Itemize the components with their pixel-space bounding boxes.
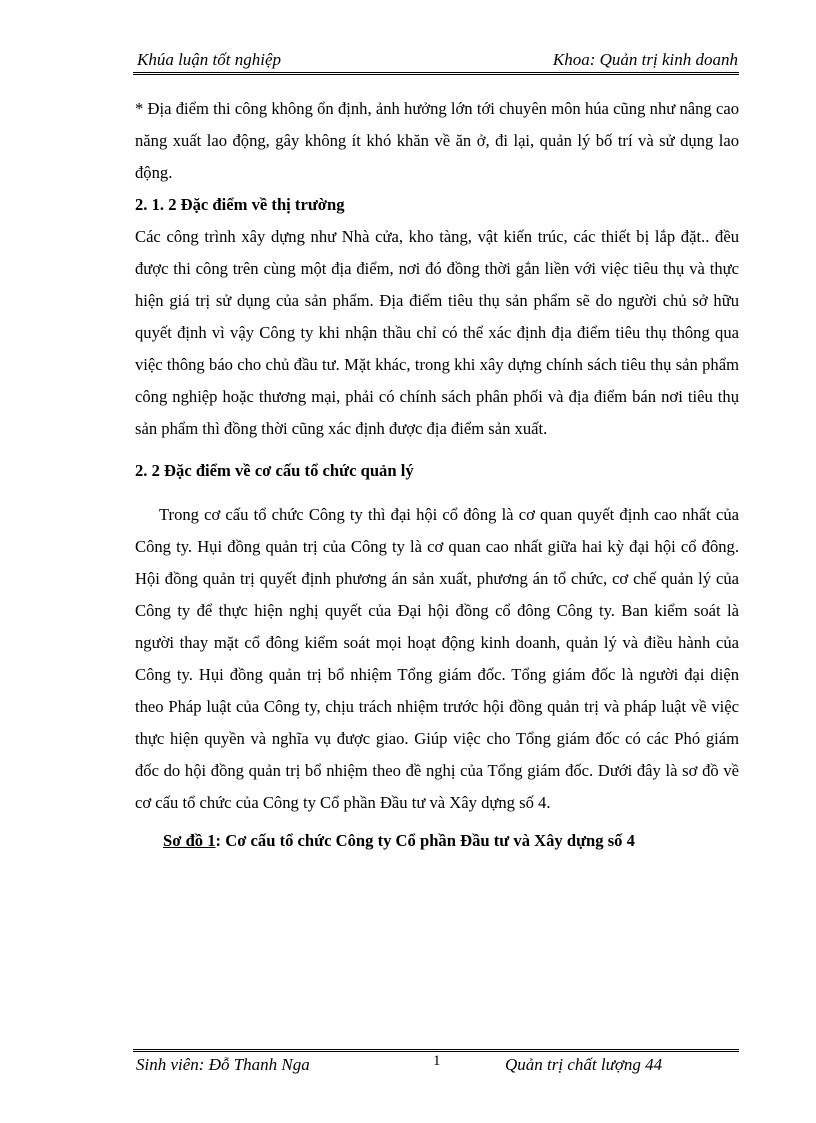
- footer-student-name: Sinh viên: Đỗ Thanh Nga: [136, 1055, 310, 1074]
- footer-divider: [133, 1049, 739, 1052]
- heading-market-characteristics: 2. 1. 2 Đặc điểm về thị trường: [135, 195, 345, 214]
- header-right-title: Khoa: Quản trị kinh doanh: [552, 50, 738, 69]
- diagram-caption-label: Sơ đồ 1: [163, 831, 216, 850]
- header-divider: [133, 72, 739, 75]
- heading-organization-structure: 2. 2 Đặc điểm về cơ cấu tổ chức quản lý: [135, 461, 414, 480]
- document-body: [135, 93, 739, 857]
- diagram-caption: [163, 825, 739, 857]
- diagram-caption-text: : Cơ cấu tổ chức Công ty Cổ phần Đầu tư và Xây dựng số 4: [215, 831, 635, 850]
- page-footer: [133, 1053, 739, 1077]
- paragraph-market: Các công trình xây dựng như Nhà cửa, kho tàng, vật kiến trúc, các thiết bị lắp đặt.. đều được thi công trên cùng một địa điểm, nơi đó đồng thời gắn liền với việc tiêu thụ và thực hiện giá trị sử dụng của sản phẩm. Địa điểm tiêu thụ sản phẩm sẽ do người chủ sở hữu quyết định vì vậy Công ty khi nhận thầu chỉ có thể xác định địa điểm tiêu thụ thông qua việc thông báo cho chủ đầu tư. Mặt khác, trong khi xây dựng chính sách tiêu thụ sản phẩm công nghiệp hoặc thương mại, phải có chính sách phân phối và địa điểm bán nơi tiêu thụ sản phẩm thì đồng thời cũng xác định được địa điểm sản xuất.: [135, 227, 739, 438]
- paragraph-site-characteristics: * Địa điểm thi công không ổn định, ảnh hưởng lớn tới chuyên môn húa cũng như nâng cao năng xuất lao động, gây không ít khó khăn về ăn ở, đi lại, quản lý bố trí và sử dụng lao động.: [135, 99, 739, 182]
- paragraph-organization: Trong cơ cấu tổ chức Công ty thì đại hội cổ đông là cơ quan quyết định cao nhất của Công ty. Hụi đồng quản trị của Công ty là cơ quan cao nhất giữa hai kỳ đại hội cổ đông. Hội đồng quản trị quyết định phương án sản xuất, phương án tổ chức, cơ chế quản lý của Công ty để thực hiện nghị quyết của Đại hội đồng cổ đông Công ty. Ban kiểm soát là người thay mặt cổ đông kiểm soát mọi hoạt động kinh doanh, quản lý và điều hành của Công ty. Hụi đồng quản trị bổ nhiệm Tổng giám đốc. Tổng giám đốc là người đại diện theo Pháp luật của Công ty, chịu trách nhiệm trước hội đồng quản trị và pháp luật về việc thực hiện quyền và nghĩa vụ được giao. Giúp việc cho Tổng giám đốc có các Phó giám đốc do hội đồng quản trị bổ nhiệm theo đề nghị của Tổng giám đốc. Dưới đây là sơ đồ về cơ cấu tổ chức của Công ty Cổ phần Đầu tư và Xây dựng số 4.: [135, 505, 739, 812]
- header-left-title: Khúa luận tốt nghiệp: [137, 50, 282, 69]
- page-header: [133, 48, 739, 72]
- page-number: 1: [433, 1053, 441, 1069]
- footer-class-name: Quản trị chất lượng 44: [505, 1055, 663, 1074]
